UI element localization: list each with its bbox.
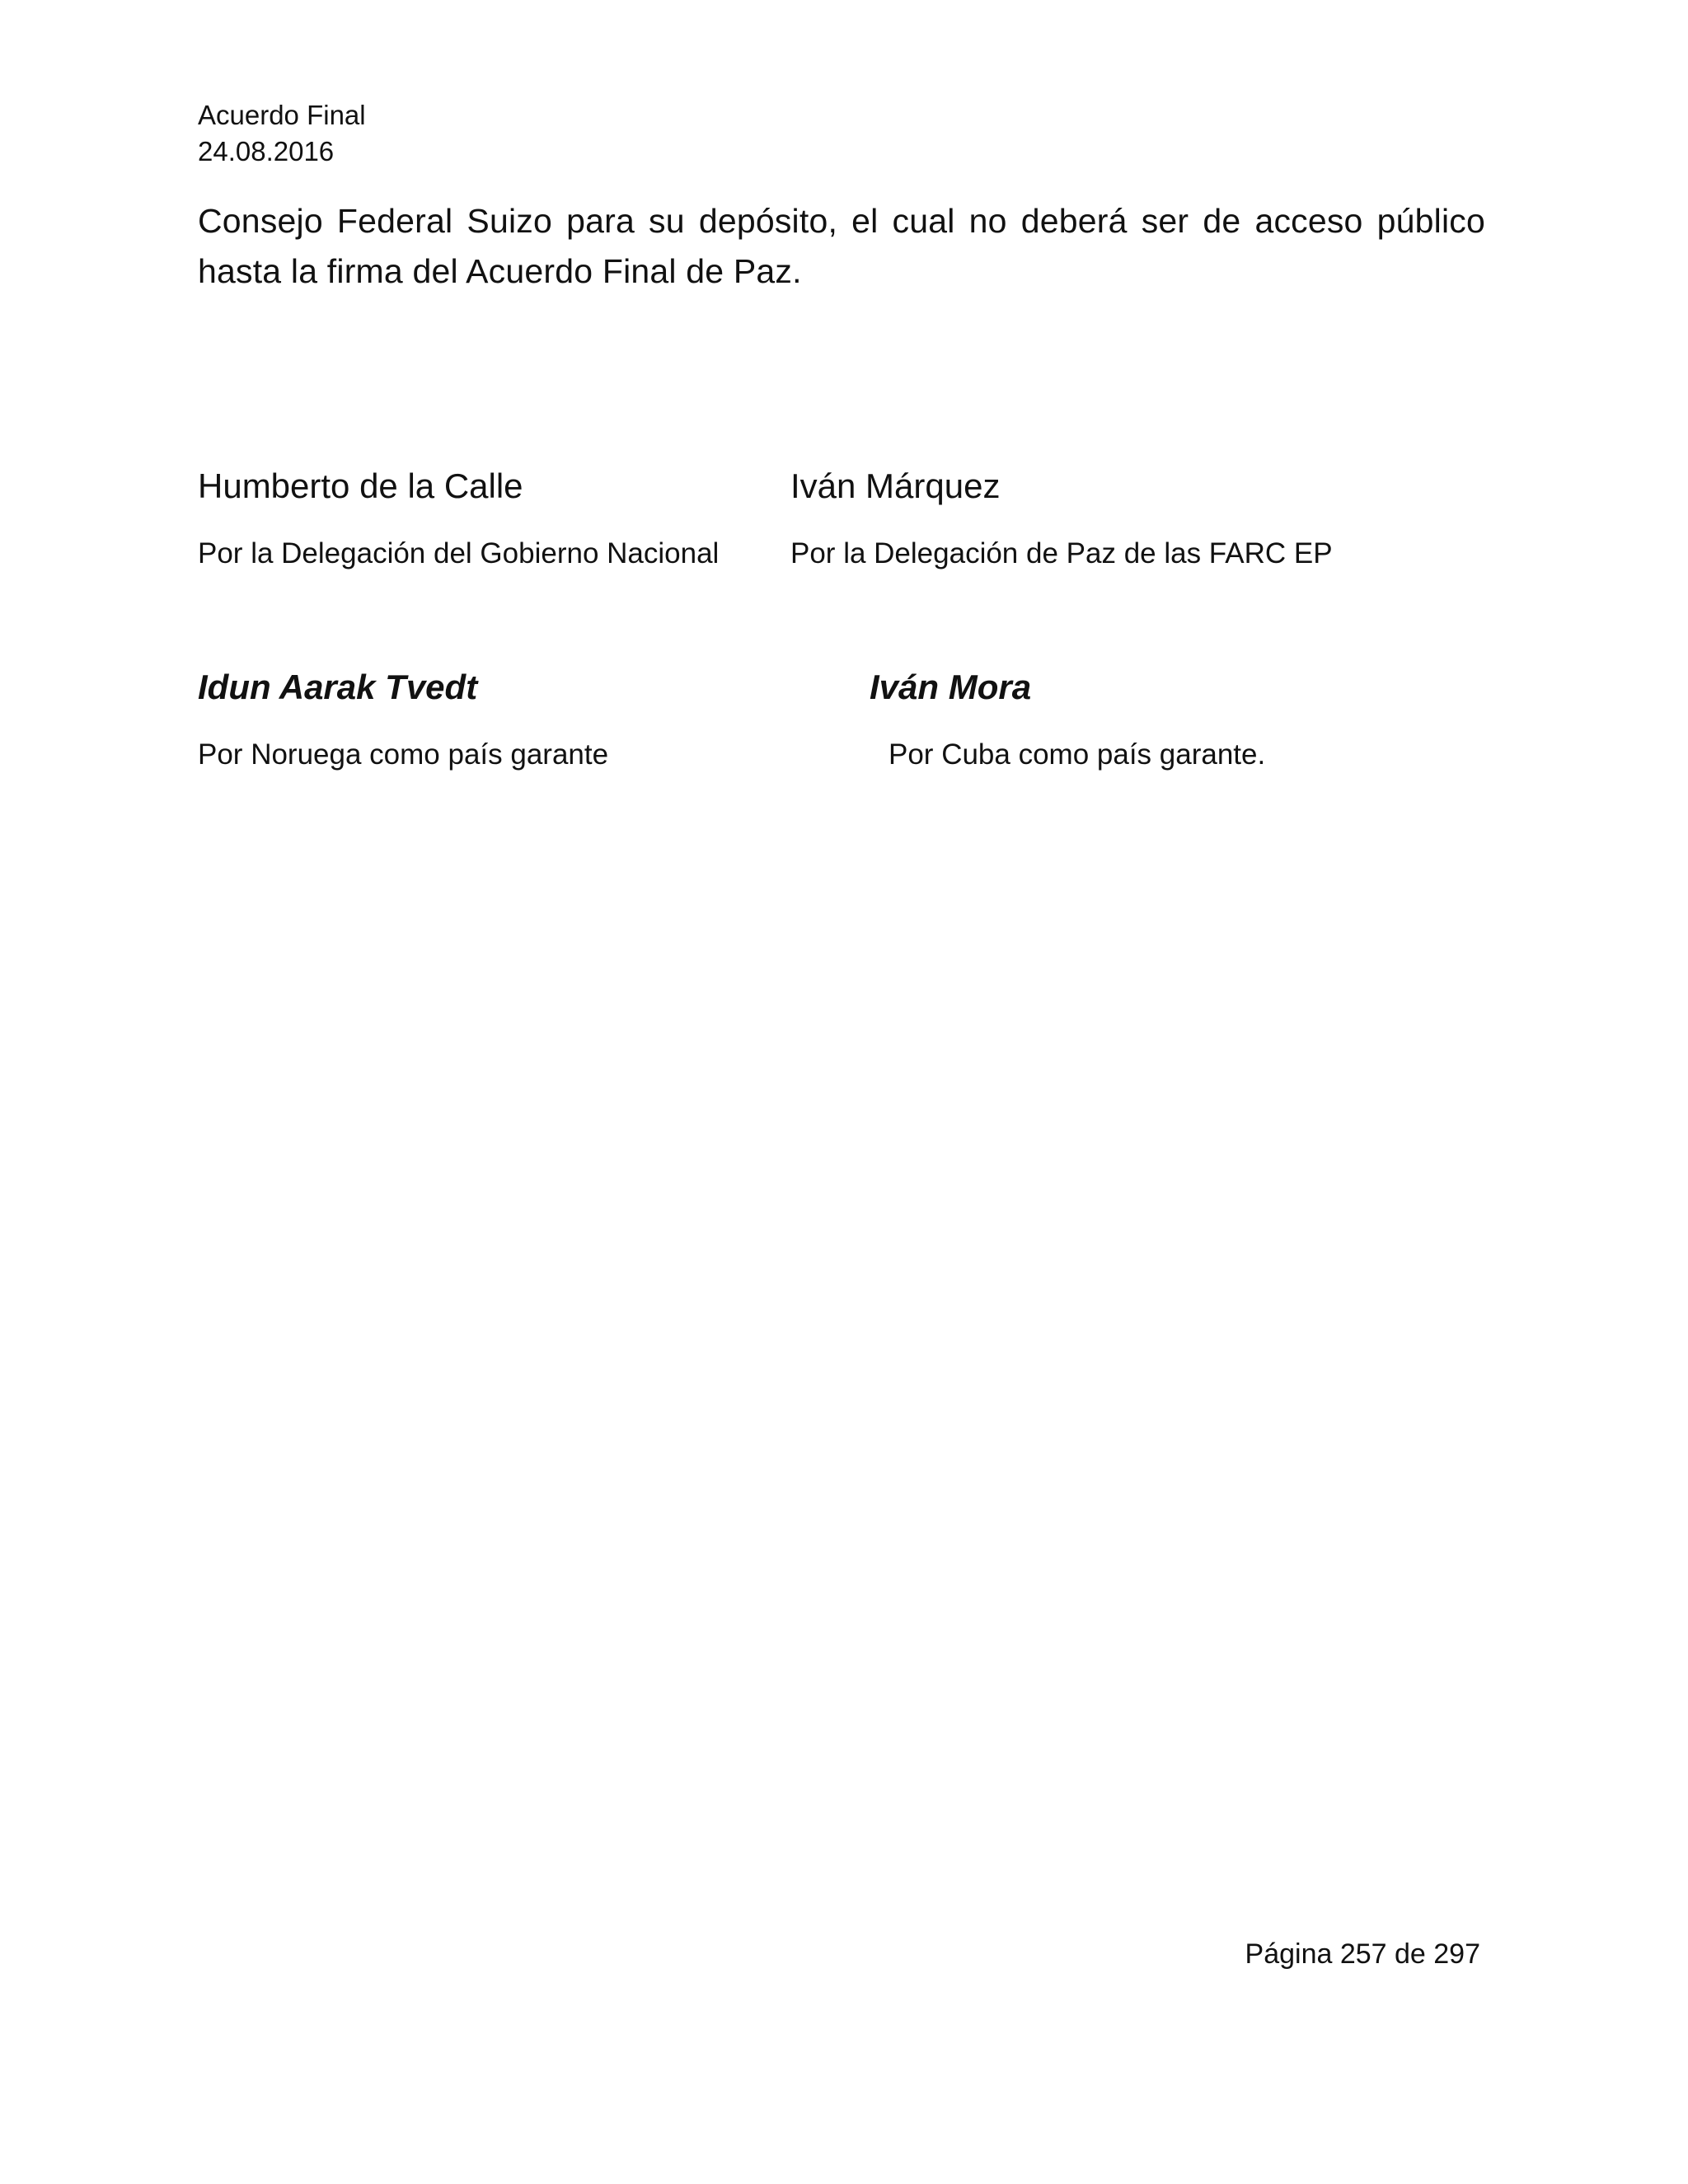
signatory-role-gobierno-nacional: Por la Delegación del Gobierno Nacional (198, 537, 720, 569)
signatory-role-farc-ep: Por la Delegación de Paz de las FARC EP (790, 537, 1333, 569)
signatory-name-ivan-mora: Iván Mora (870, 668, 1032, 706)
body-paragraph: Consejo Federal Suizo para su depósito, el cual no deberá ser de acceso público hasta la firma del Acuerdo Final de Paz. (198, 202, 1485, 290)
page-number: Página 257 de 297 (1245, 1938, 1480, 1970)
signatory-role-cuba: Por Cuba como país garante. (889, 738, 1266, 771)
header-title: Acuerdo Final (198, 100, 366, 130)
signatory-name-humberto-de-la-calle: Humberto de la Calle (198, 466, 523, 505)
signatory-role-noruega: Por Noruega como país garante (198, 738, 609, 771)
signatory-name-idun-aarak-tvedt: Idun Aarak Tvedt (198, 668, 478, 706)
signatory-name-ivan-marquez: Iván Márquez (790, 466, 1001, 505)
header-date: 24.08.2016 (198, 136, 335, 166)
